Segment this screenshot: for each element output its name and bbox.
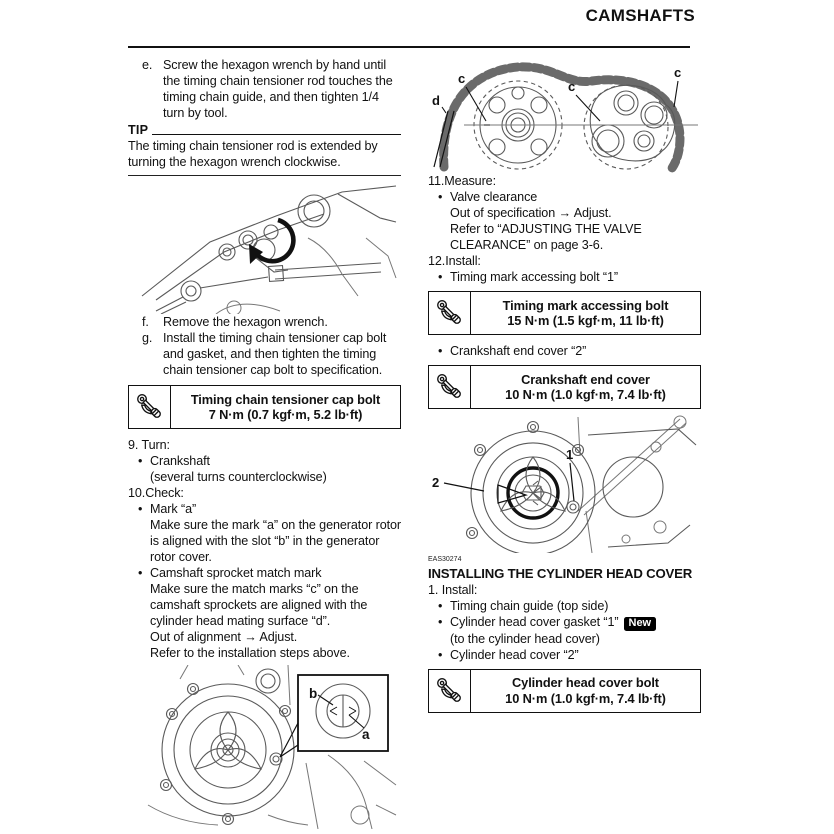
bullet-glyph: •	[438, 599, 443, 613]
bullet-text: Cylinder head cover “2”	[450, 647, 579, 662]
torque-value: 7 N·m (0.7 kgf·m, 5.2 lb·ft)	[208, 407, 363, 422]
torque-spec-box	[428, 291, 701, 335]
step-10-title: 10.Check:	[128, 486, 184, 500]
step-marker: g.	[142, 331, 153, 345]
bullet-subtext: Make sure the mark “a” on the generator rotor is aligned with the slot “b” in the generator rotor cover.	[150, 518, 401, 564]
bullet-text: Camshaft sprocket match mark	[150, 566, 322, 580]
torque-icon-cell	[429, 670, 471, 712]
torque-text	[471, 670, 700, 712]
figure-label-d: d	[432, 93, 440, 108]
page-title: CAMSHAFTS	[585, 6, 695, 25]
step-12-title: 12.Install:	[428, 254, 481, 268]
bullet-glyph: •	[138, 454, 143, 468]
step-12-bullet	[428, 269, 701, 285]
bullet-subtext: Refer to the installation steps above.	[150, 646, 350, 660]
end-cover-illustration-icon	[428, 415, 700, 553]
tip-bottom-rule	[128, 175, 401, 176]
hexagon-wrench-illustration-icon	[128, 178, 401, 314]
step-1-bullet-head-cover	[428, 647, 701, 663]
figure-label-b: b	[309, 686, 318, 701]
figure-label-c-left: c	[458, 71, 466, 86]
figure-label-1: 1	[566, 447, 574, 462]
camshaft-sprockets-illustration-icon	[428, 55, 700, 173]
bullet-glyph: •	[138, 502, 143, 516]
figure-camshaft-sprockets	[428, 55, 701, 173]
torque-wrench-icon	[132, 389, 168, 425]
figure-hexagon-wrench	[128, 178, 401, 314]
torque-spec-box	[428, 669, 701, 713]
step-g	[128, 330, 401, 378]
figure-generator-rotor-cover	[128, 665, 401, 829]
step-10-bullet-mark-a	[128, 501, 401, 565]
step-10-bullet-sprocket-mark	[128, 565, 401, 661]
step-marker: e.	[142, 58, 153, 72]
figure-label-2: 2	[432, 475, 440, 490]
torque-wrench-icon	[432, 295, 468, 331]
torque-wrench-icon	[432, 673, 468, 709]
torque-title: Crankshaft end cover	[521, 371, 650, 387]
tip-label: TIP	[128, 123, 149, 137]
bullet-glyph: •	[438, 344, 443, 358]
bullet-subtext: (several turns counterclockwise)	[150, 470, 327, 484]
step-1-bullet-gasket	[428, 614, 701, 647]
torque-title: Cylinder head cover bolt	[512, 675, 659, 690]
bullet-subtext: Out of specification → Adjust.	[450, 206, 612, 220]
bullet-text: Mark “a”	[150, 502, 197, 516]
step-marker: f.	[142, 315, 149, 329]
bullet-subtext: Make sure the match marks “c” on the camshaft sprockets are aligned with the cylinder head mating surface “d”.	[150, 582, 368, 628]
torque-value: 10 N·m (1.0 kgf·m, 7.4 lb·ft)	[505, 387, 666, 402]
step-f	[128, 314, 401, 330]
step-e	[128, 57, 401, 121]
bullet-text: Valve clearance	[450, 190, 538, 204]
figure-label-a: a	[362, 727, 370, 742]
torque-text	[471, 366, 700, 408]
bullet-text: Cylinder head cover gasket “1”	[450, 615, 619, 629]
tip-text: The timing chain tensioner rod is extended by turning the hexagon wrench clockwise.	[128, 139, 378, 169]
bullet-subtext: (to the cylinder head cover)	[450, 631, 600, 646]
bullet-crankshaft-end-cover	[428, 343, 701, 359]
tip-underline	[152, 134, 401, 135]
step-1-title: 1. Install:	[428, 583, 478, 597]
step-11-bullet	[428, 189, 701, 253]
figure-label-c-mid: c	[568, 79, 576, 94]
new-part-badge: New	[624, 617, 657, 631]
torque-icon-cell	[429, 366, 471, 408]
bullet-glyph: •	[438, 615, 443, 629]
torque-value: 15 N·m (1.5 kgf·m, 11 lb·ft)	[507, 313, 664, 328]
step-1-bullet-chain-guide	[428, 598, 701, 614]
torque-text	[471, 292, 700, 334]
figure-label-c-right: c	[674, 65, 682, 80]
generator-rotor-illustration-icon	[128, 665, 401, 829]
bullet-text: Crankshaft end cover “2”	[450, 344, 587, 358]
torque-title: Timing chain tensioner cap bolt	[190, 391, 381, 407]
bullet-glyph: •	[138, 566, 143, 580]
step-11-title: 11.Measure:	[428, 174, 496, 188]
torque-text	[171, 386, 400, 428]
step-text: Screw the hexagon wrench by hand until the timing chain tensioner rod touches the timing chain guide, and then tighten 1/4 turn by tool.	[163, 58, 393, 120]
header-rule	[128, 46, 690, 48]
left-column	[128, 57, 401, 829]
section-code: EAS30274	[428, 556, 462, 563]
step-text: Remove the hexagon wrench.	[163, 315, 328, 329]
torque-icon-cell	[429, 292, 471, 334]
bullet-text: Timing chain guide (top side)	[450, 599, 609, 613]
step-text: Install the timing chain tensioner cap bolt and gasket, and then tighten the timing chain tensioner cap bolt to specification.	[163, 331, 387, 377]
right-column	[428, 55, 701, 713]
bullet-text: Crankshaft	[150, 454, 210, 468]
section-title: INSTALLING THE CYLINDER HEAD COVER	[428, 566, 693, 581]
torque-spec-box	[428, 365, 701, 409]
torque-title: Timing mark accessing bolt	[502, 297, 669, 313]
figure-crankshaft-end-cover	[428, 415, 701, 553]
step-9-bullet	[128, 453, 401, 485]
bullet-glyph: •	[438, 190, 443, 204]
bullet-subtext: Out of alignment → Adjust.	[150, 630, 298, 644]
torque-wrench-icon	[432, 369, 468, 405]
bullet-text: Timing mark accessing bolt “1”	[450, 270, 618, 284]
step-9-title: 9. Turn:	[128, 438, 170, 452]
torque-value: 10 N·m (1.0 kgf·m, 7.4 lb·ft)	[505, 690, 666, 706]
tip-heading	[128, 121, 401, 138]
bullet-glyph: •	[438, 647, 443, 662]
bullet-subtext: Refer to “ADJUSTING THE VALVE CLEARANCE” on page 3-6.	[450, 222, 642, 252]
torque-spec-box	[128, 385, 401, 429]
torque-icon-cell	[129, 386, 171, 428]
bullet-glyph: •	[438, 270, 443, 284]
